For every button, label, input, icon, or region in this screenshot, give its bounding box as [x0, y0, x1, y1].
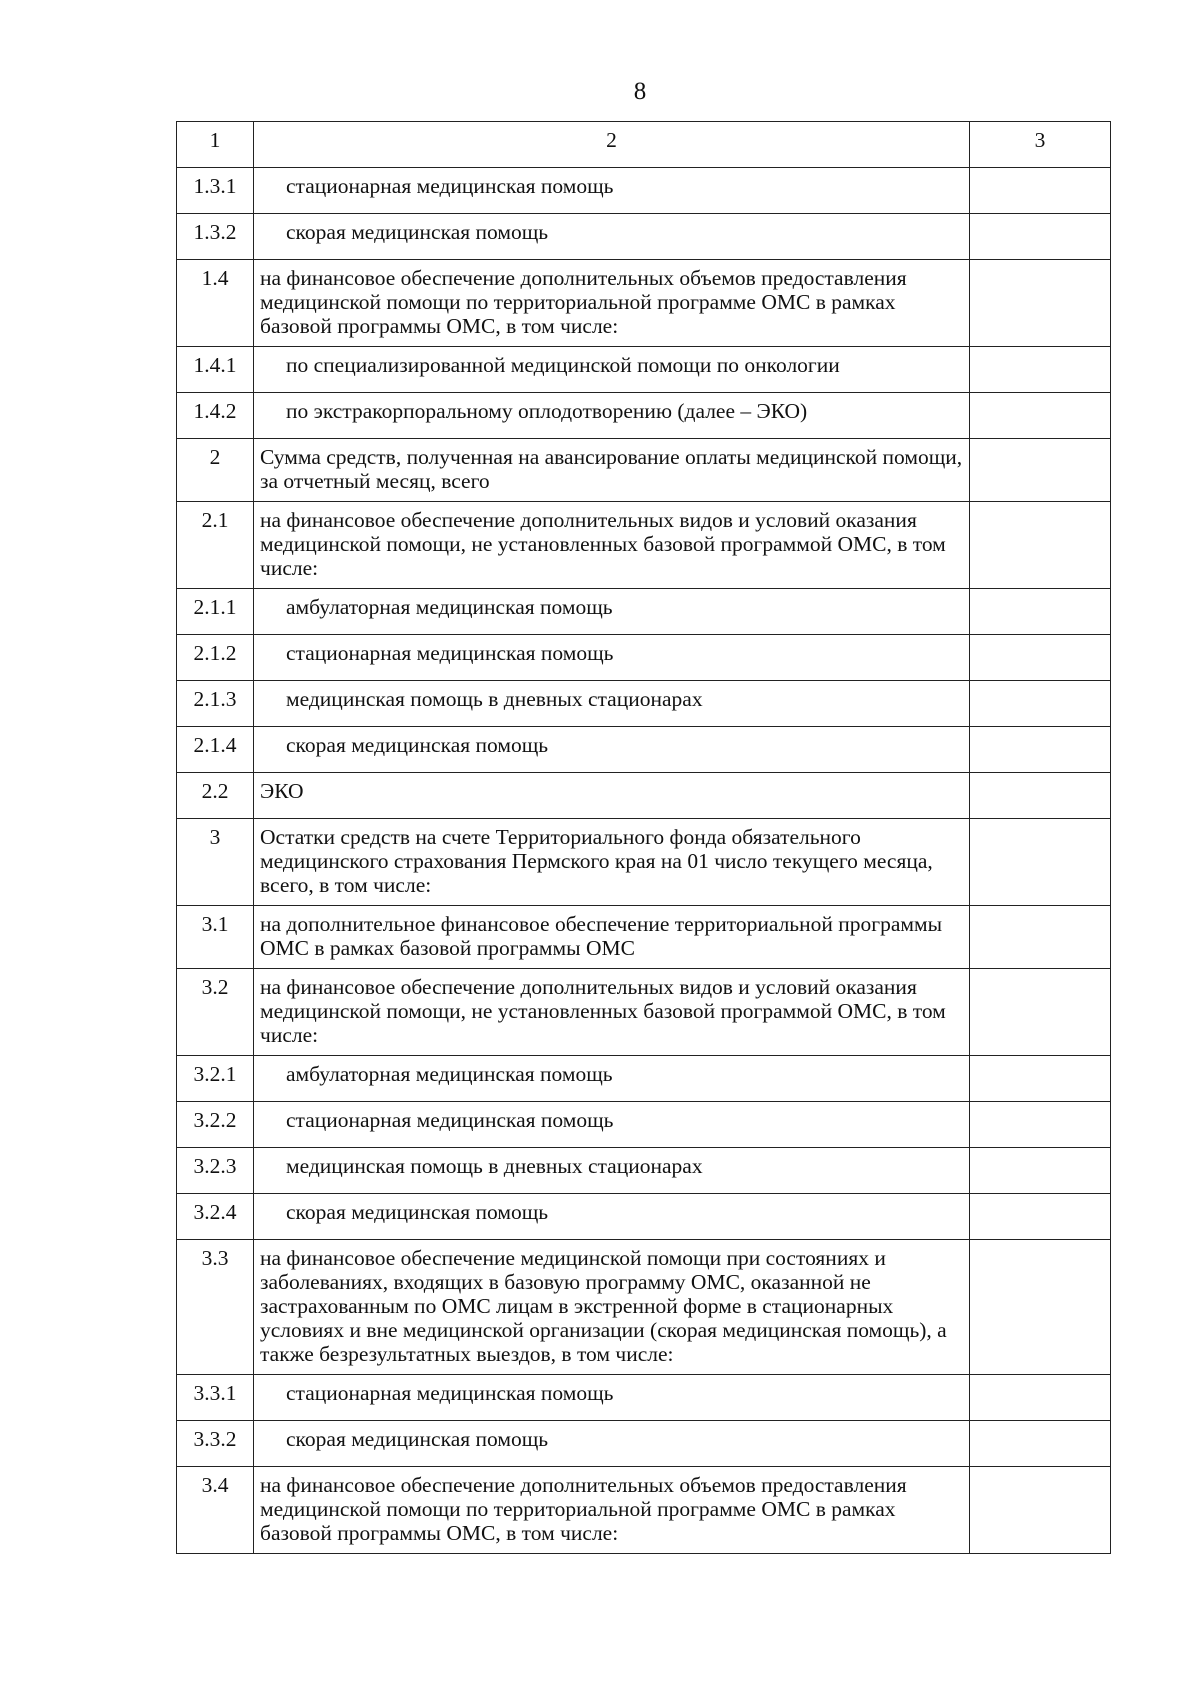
- row-value-cell: [970, 635, 1111, 681]
- table-row: [177, 1148, 1111, 1194]
- row-description: по экстракорпоральному оплодотворению (далее – ЭКО): [254, 393, 970, 439]
- row-value-cell: [970, 1467, 1111, 1554]
- row-description: на дополнительное финансовое обеспечение территориальной программы ОМС в рамках базовой программы ОМС: [254, 906, 970, 969]
- table-row: [177, 502, 1111, 589]
- row-description: на финансовое обеспечение дополнительных объемов предоставления медицинской помощи по территориальной программе ОМС в рамках базовой программы ОМС, в том числе:: [254, 260, 970, 347]
- row-value-cell: [970, 906, 1111, 969]
- row-number: 2.1: [177, 502, 254, 589]
- table-row: [177, 969, 1111, 1056]
- row-value-cell: [970, 393, 1111, 439]
- table-row: [177, 681, 1111, 727]
- row-number: 1.4: [177, 260, 254, 347]
- row-number: 2.1.2: [177, 635, 254, 681]
- row-description: скорая медицинская помощь: [254, 214, 970, 260]
- row-value-cell: [970, 1240, 1111, 1375]
- row-number: 3.3: [177, 1240, 254, 1375]
- row-value-cell: [970, 589, 1111, 635]
- row-value-cell: [970, 1102, 1111, 1148]
- row-value-cell: [970, 819, 1111, 906]
- row-value-cell: [970, 1056, 1111, 1102]
- table-row: [177, 1102, 1111, 1148]
- row-number: 1.4.2: [177, 393, 254, 439]
- row-number: 3.2.2: [177, 1102, 254, 1148]
- table-row: [177, 819, 1111, 906]
- row-description: амбулаторная медицинская помощь: [254, 1056, 970, 1102]
- table-row: [177, 1375, 1111, 1421]
- row-description: на финансовое обеспечение дополнительных объемов предоставления медицинской помощи по территориальной программе ОМС в рамках базовой программы ОМС, в том числе:: [254, 1467, 970, 1554]
- column-header-2: 2: [254, 122, 970, 168]
- row-number: 3.2.4: [177, 1194, 254, 1240]
- table-row: [177, 1240, 1111, 1375]
- row-number: 3.2.1: [177, 1056, 254, 1102]
- page-number: 8: [633, 78, 647, 105]
- row-number: 1.4.1: [177, 347, 254, 393]
- row-description: скорая медицинская помощь: [254, 1194, 970, 1240]
- row-value-cell: [970, 727, 1111, 773]
- row-number: 2.1.4: [177, 727, 254, 773]
- row-number: 3.2: [177, 969, 254, 1056]
- row-number: 3: [177, 819, 254, 906]
- row-value-cell: [970, 969, 1111, 1056]
- table-header-row: [177, 122, 1111, 168]
- table-row: [177, 773, 1111, 819]
- table-row: [177, 589, 1111, 635]
- table-row: [177, 347, 1111, 393]
- row-description: по специализированной медицинской помощи по онкологии: [254, 347, 970, 393]
- table-row: [177, 168, 1111, 214]
- table-row: [177, 439, 1111, 502]
- row-number: 3.3.1: [177, 1375, 254, 1421]
- table-row: [177, 727, 1111, 773]
- row-number: 2.1.1: [177, 589, 254, 635]
- row-description: скорая медицинская помощь: [254, 1421, 970, 1467]
- table-row: [177, 1467, 1111, 1554]
- table-row: [177, 1194, 1111, 1240]
- row-description: на финансовое обеспечение медицинской помощи при состояниях и заболеваниях, входящих в базовую программу ОМС, оказанной не застрахованным по ОМС лицам в экстренной форме в стационарных условиях и вне медицинской организации (скорая медицинская помощь), а также безрезультатных выездов, в том числе:: [254, 1240, 970, 1375]
- row-number: 1.3.1: [177, 168, 254, 214]
- row-description: Остатки средств на счете Территориального фонда обязательного медицинского страхования Пермского края на 01 число текущего месяца, всего, в том числе:: [254, 819, 970, 906]
- table-row: [177, 1056, 1111, 1102]
- row-description: медицинская помощь в дневных стационарах: [254, 1148, 970, 1194]
- row-value-cell: [970, 1194, 1111, 1240]
- row-number: 3.1: [177, 906, 254, 969]
- row-number: 3.4: [177, 1467, 254, 1554]
- row-description: ЭКО: [254, 773, 970, 819]
- row-number: 2: [177, 439, 254, 502]
- row-value-cell: [970, 681, 1111, 727]
- report-table: [176, 121, 1111, 1554]
- row-value-cell: [970, 439, 1111, 502]
- row-value-cell: [970, 1375, 1111, 1421]
- column-header-1: 1: [177, 122, 254, 168]
- row-number: 2.2: [177, 773, 254, 819]
- table-row: [177, 635, 1111, 681]
- row-value-cell: [970, 214, 1111, 260]
- row-value-cell: [970, 502, 1111, 589]
- table-row: [177, 260, 1111, 347]
- row-description: медицинская помощь в дневных стационарах: [254, 681, 970, 727]
- table-row: [177, 906, 1111, 969]
- table-row: [177, 214, 1111, 260]
- row-number: 3.2.3: [177, 1148, 254, 1194]
- row-description: Сумма средств, полученная на авансирование оплаты медицинской помощи, за отчетный месяц, всего: [254, 439, 970, 502]
- row-value-cell: [970, 168, 1111, 214]
- row-number: 1.3.2: [177, 214, 254, 260]
- row-description: стационарная медицинская помощь: [254, 1375, 970, 1421]
- row-description: стационарная медицинская помощь: [254, 168, 970, 214]
- row-value-cell: [970, 1421, 1111, 1467]
- row-value-cell: [970, 1148, 1111, 1194]
- row-description: стационарная медицинская помощь: [254, 1102, 970, 1148]
- row-number: 3.3.2: [177, 1421, 254, 1467]
- row-description: скорая медицинская помощь: [254, 727, 970, 773]
- row-value-cell: [970, 347, 1111, 393]
- row-description: амбулаторная медицинская помощь: [254, 589, 970, 635]
- row-value-cell: [970, 773, 1111, 819]
- row-description: на финансовое обеспечение дополнительных видов и условий оказания медицинской помощи, не установленных базовой программой ОМС, в том числе:: [254, 502, 970, 589]
- row-description: стационарная медицинская помощь: [254, 635, 970, 681]
- row-value-cell: [970, 260, 1111, 347]
- row-description: на финансовое обеспечение дополнительных видов и условий оказания медицинской помощи, не установленных базовой программой ОМС, в том числе:: [254, 969, 970, 1056]
- table-row: [177, 1421, 1111, 1467]
- table-row: [177, 393, 1111, 439]
- row-number: 2.1.3: [177, 681, 254, 727]
- column-header-3: 3: [970, 122, 1111, 168]
